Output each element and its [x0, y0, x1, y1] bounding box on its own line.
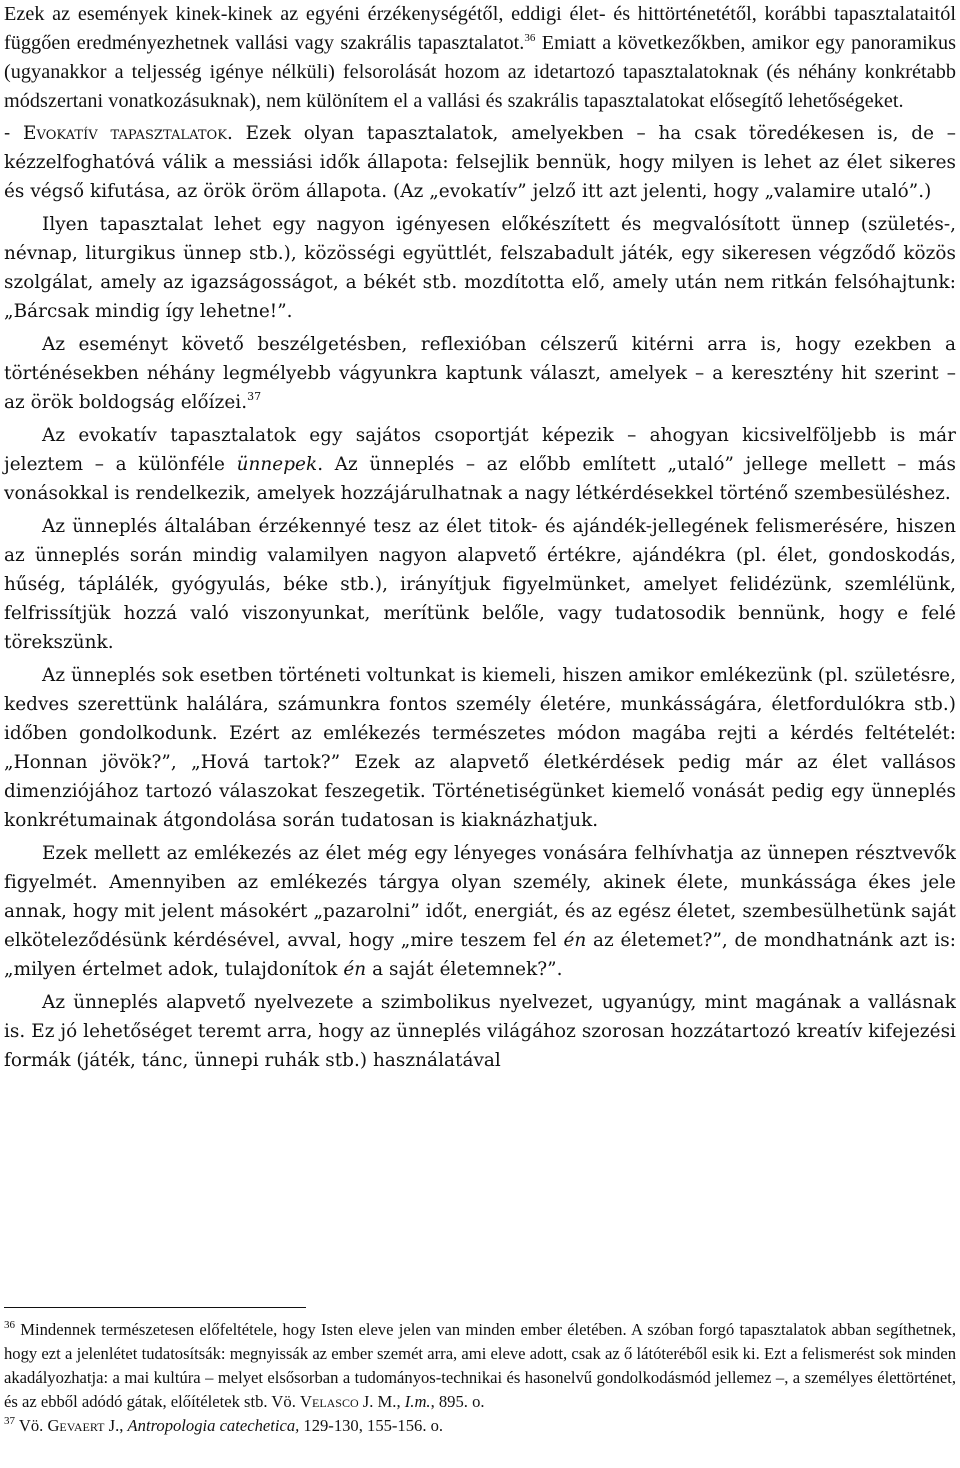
footnote-37-author: Gevaert J.: [47, 1416, 120, 1435]
paragraph-3-text: Az evokatív tapasztalatok egy sajátos csoportját képezik – ahogyan kicsivelföljebb is már jeleztem – a különféle: [4, 425, 956, 475]
paragraph-3: [4, 421, 956, 508]
paragraph-6-text: Ezek mellett az emlékezés az élet még egy lényeges vonására felhívhatja az ünnepen résztvevők figyelmét. Amennyiben az emlékezés tárgya olyan személy, akinek élete, munkássága ékes jele annak, hogy mit jelent másokért „pazarolni” időt, energiát, és az egész életet, szembesülhetünk saját elköteleződésünk kérdésével, avval, hogy „mire teszem fel: [4, 843, 956, 951]
footnote-divider: [4, 1307, 306, 1308]
footnote-number-36: 36: [4, 1319, 15, 1331]
emphasis-unnepek: ünnepek: [236, 454, 318, 475]
footnote-36-page: , 895. o.: [430, 1392, 485, 1411]
paragraph-2: [4, 330, 956, 417]
section-term: Evokatív tapasztalatok: [23, 123, 228, 144]
footnote-36-author: Velasco J. M.: [300, 1392, 397, 1411]
paragraph-4: Az ünneplés általában érzékennyé tesz az élet titok- és ajándék-jellegének felismerésére, hiszen az ünneplés során mindig valamilyen nagyon alapvető értékre, ajándékra (pl. élet, gondoskodás, hűség, táplálék, gyógyulás, béke stb.), irányítjuk figyelmünket, amelyet felidézünk, szemlélünk, felfrissítjük hozzá való viszonyunkat, merítünk belőle, vagy tudatosodik bennünk, hogy e felé törekszünk.: [4, 516, 956, 653]
emphasis-en-2: én: [343, 959, 367, 980]
footnote-36-separator: ,: [396, 1392, 405, 1411]
footnote-ref-36[interactable]: 36: [524, 32, 536, 44]
footnote-37-separator: ,: [119, 1416, 128, 1435]
paragraph-5: Az ünneplés sok esetben történeti voltunkat is kiemeli, hiszen amikor emlékezünk (pl. születésre, kedves szerettünk halálára, számunkra fontos személy életére, munkásságára, életfordulókra stb.) időben gondolkodunk. Ezért az emlékezés természetes módon magába rejti a kérdés feltételét: „Honnan jövök?”, „Hová tartok?” Ezek az alapvető életkérdések pedig már az élet vallásos dimenziójához tartozó válaszokat feszegetik. Történetiségünket kiemelő vonását pedig egy ünneplés konkrétumainak átgondolása során tudatosan is kiaknázhatjuk.: [4, 665, 956, 831]
footnote-37-text: Vö.: [15, 1416, 48, 1435]
footnote-37-pages: 129-130, 155-156. o.: [299, 1416, 444, 1435]
paragraph-3-text-continued: . Az ünneplés – az előbb említett „utaló” jellege mellett – más vonásokkal is rendelkezik, amelyek hozzájárulhatnak a nagy létkérdésekkel történő szembesüléshez.: [4, 454, 956, 504]
emphasis-en: én: [563, 930, 587, 951]
footnote-36: [4, 1318, 956, 1414]
footnotes: [4, 1318, 956, 1438]
intro-text-continued: Emiatt a következőkben, amikor egy panoramikus (ugyanakkor a teljesség igénye nélküli) felsorolását hozom az idetartozó tapasztalatoknak (és néhány konkrétabb módszertani vonatkozásuknak), nem különítem el a vallási és szakrális tapasztalatokat elősegítő lehetőségeket.: [4, 32, 956, 112]
paragraph-6-text-end: a saját életemnek?”.: [366, 959, 563, 980]
evocative-paragraph: [4, 119, 956, 206]
footnote-number-37: 37: [4, 1415, 15, 1427]
paragraph-2-text: Az eseményt követő beszélgetésben, reflexióban célszerű kitérni arra is, hogy ezekben a történésekben néhány legmélyebb vágyunkra kaptunk választ, amelyek – a keresztény hit szerint – az örök boldogság előízei.: [4, 334, 956, 413]
document-page: [4, 0, 956, 1075]
paragraph-7: Az ünneplés alapvető nyelvezete a szimbolikus nyelvezet, ugyanúgy, mint magának a vallásnak is. Ez jó lehetőséget teremt arra, hogy az ünneplés világához szorosan hozzátartozó kreatív kifejezési formák (játék, tánc, ünnepi ruhák stb.) használatával: [4, 992, 956, 1071]
intro-block: [4, 0, 956, 116]
footnote-37: [4, 1414, 956, 1438]
footnote-37-title: Antropologia catechetica,: [127, 1416, 300, 1435]
paragraph-1: Ilyen tapasztalat lehet egy nagyon igényesen előkészített és megvalósított ünnep (születés-, névnap, liturgikus ünnep stb.), közösségi együttlét, felszabadult játék, egy sikeresen végződő közös szolgálat, amely az igazságosságot, a békét stb. mozdította elő, amely után nem ritkán felsóhajtunk: „Bárcsak mindig így lehetne!”.: [4, 214, 956, 322]
intro-text: Ezek az események kinek-kinek az egyéni érzékenységétől, eddigi élet- és hittörténetétől, korábbi tapasztalataitól függően eredményezhetnek vallási vagy szakrális tapasztalatot.: [4, 3, 956, 54]
footnote-36-title: I.m.: [404, 1392, 431, 1411]
footnote-36-text: Mindennek természetesen előfeltétele, hogy Isten eleve jelen van minden ember életében. A szóban forgó tapasztalatok abban segíthetnek, hogy ezt a jelenlétet tudatosítsák: megnyissák az ember szemét arra, ami eleve adott, csak az ő látóteréből esik ki. Ezt a felismerést sok minden akadályozhatja: a mai kultúra – melyet elsősorban a tudományos-technikai és hasonelvű gondolkodásmód jellemez –, a személyes élettörténet, és az ebből adódó gátak, előítéletek stb. Vö.: [4, 1320, 956, 1411]
bullet-dash: -: [4, 123, 24, 144]
evocative-text: . Ezek olyan tapasztalatok, amelyekben – ha csak töredékesen is, de – kézzelfoghatóvá válik a messiási idők állapota: felsejlik bennük, hogy milyen is lehet az élet sikeres és végső kifutása, az örök öröm állapota. (Az „evokatív” jelző itt azt jelenti, hogy „valamire utaló”.): [4, 123, 956, 202]
footnote-ref-37[interactable]: 37: [247, 390, 262, 403]
intro-paragraph: [4, 0, 956, 116]
paragraph-6-text-continued: az életemet?”, de mondhatnánk azt is: „milyen értelmet adok, tulajdonítok: [4, 930, 956, 980]
paragraph-6: [4, 839, 956, 984]
